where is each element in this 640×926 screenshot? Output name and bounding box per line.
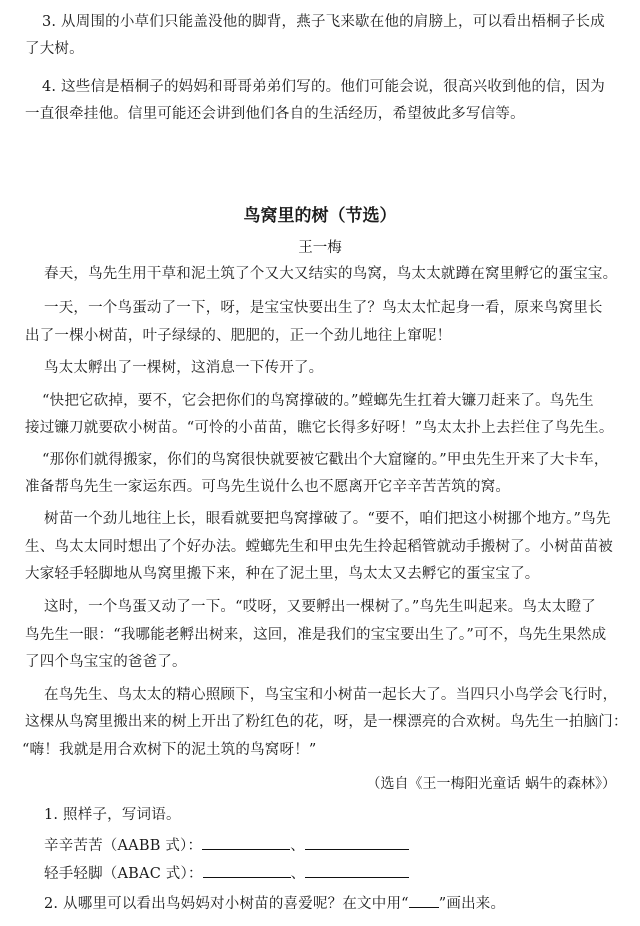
exercise-abac-label: 轻手轻脚（ABAC 式）： <box>44 866 203 882</box>
answer-blank-abac-1[interactable] <box>203 861 291 878</box>
story-line: “那你们就得搬家，你们的鸟窝很快就要被它戳出个大窟窿的。”甲虫先生开来了大卡车， <box>42 452 609 468</box>
story-line: 鸟太太孵出了一棵树，这消息一下传开了。 <box>44 360 324 376</box>
answer-3-line-1: 3. 从周围的小草们只能盖没他的脚背，燕子飞来歇在他的肩膀上，可以看出梧桐子长成 <box>42 14 605 30</box>
story-line: 鸟先生一眼：“我哪能老孵出树来，这回，准是我们的宝宝要出生了。”可不，鸟先生果然成 <box>25 627 607 643</box>
story-source: （选自《王一梅阳光童话 蜗牛的森林》） <box>366 776 616 792</box>
separator: 、 <box>290 838 305 854</box>
answer-4-line-1: 4. 这些信是梧桐子的妈妈和哥哥弟弟们写的。他们可能会说，很高兴收到他的信，因为 <box>42 79 605 95</box>
exercise-aabb <box>44 833 409 856</box>
story-line: 出了一棵小树苗，叶子绿绿的、肥肥的，正一个劲儿地往上窜呢！ <box>25 328 452 344</box>
story-line: 准备帮鸟先生一家运东西。可鸟先生说什么也不愿离开它辛辛苦苦筑的窝。 <box>25 479 511 495</box>
story-title: 鸟窝里的树（节选） <box>243 206 397 226</box>
separator: 、 <box>290 866 306 882</box>
story-author: 王一梅 <box>298 240 342 256</box>
answer-blank-aabb-1[interactable] <box>202 833 290 850</box>
story-line: 这时，一个鸟蛋又动了一下。“哎呀，又要孵出一棵树了。”鸟先生叫起来。鸟太太瞪了 <box>44 599 596 615</box>
answer-3-line-2: 了大树。 <box>25 41 84 57</box>
story-line: 这棵从鸟窝里搬出来的树上开出了粉红色的花，呀，是一棵漂亮的合欢树。鸟先生一拍脑门： <box>25 714 628 730</box>
question-2 <box>44 893 505 914</box>
story-line: 接过镰刀就要砍小树苗。“可怜的小苗苗，瞧它长得多好呀！”鸟太太扑上去拦住了鸟先生。 <box>25 420 614 436</box>
story-line: 大家轻手轻脚地从鸟窝里搬下来，种在了泥土里，鸟太太又去孵它的蛋宝宝了。 <box>25 566 540 582</box>
story-line: 一天，一个鸟蛋动了一下，呀，是宝宝快要出生了？鸟太太忙起身一看，原来鸟窝里长 <box>44 300 603 316</box>
story-line: 生、鸟太太同时想出了个好办法。螳螂先生和甲虫先生拎起稻管就动手搬树了。小树苗苗被 <box>25 539 613 555</box>
underline-sample <box>409 893 439 908</box>
question-2-text-a: 2. 从哪里可以看出鸟妈妈对小树苗的喜爱呢？在文中用“ <box>44 896 409 912</box>
story-line: 在鸟先生、鸟太太的精心照顾下，鸟宝宝和小树苗一起长大了。当四只小鸟学会飞行时， <box>44 687 618 703</box>
exercise-abac <box>44 861 409 884</box>
story-line: “快把它砍掉，要不，它会把你们的鸟窝撑破的。”螳螂先生扛着大镰刀赶来了。鸟先生 <box>42 393 594 409</box>
story-line: “嗨！我就是用合欢树下的泥土筑的鸟窝呀！” <box>22 742 317 758</box>
question-1: 1. 照样子，写词语。 <box>44 807 181 823</box>
answer-blank-aabb-2[interactable] <box>305 833 409 850</box>
exercise-aabb-label: 辛辛苦苦（AABB 式）： <box>44 838 203 854</box>
story-line: 树苗一个劲儿地往上长，眼看就要把鸟窝撑破了。“要不，咱们把这小树挪个地方。”鸟先 <box>44 511 611 527</box>
answer-4-line-2: 一直很牵挂他。信里可能还会讲到他们各自的生活经历，希望彼此多写信等。 <box>25 106 525 122</box>
question-2-text-b: ”画出来。 <box>438 896 506 912</box>
story-line: 春天，鸟先生用干草和泥土筑了个又大又结实的鸟窝，鸟太太就蹲在窝里孵它的蛋宝宝。 <box>44 266 618 282</box>
answer-blank-abac-2[interactable] <box>305 861 409 878</box>
story-line: 了四个鸟宝宝的爸爸了。 <box>25 654 187 670</box>
